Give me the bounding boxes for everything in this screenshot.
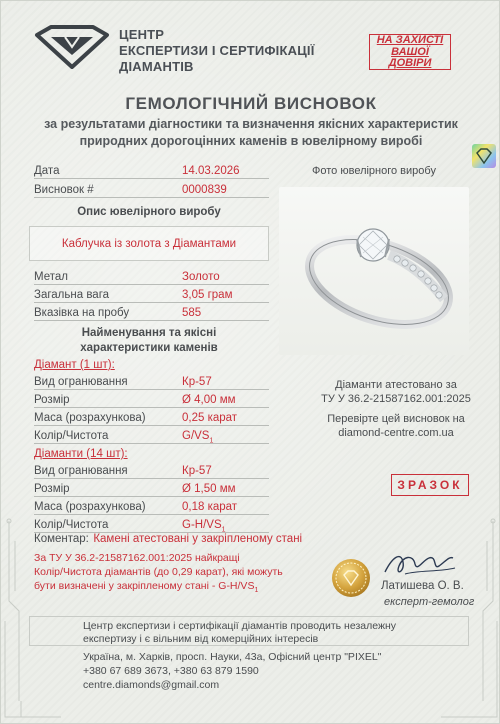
phones: +380 67 689 3673, +380 63 879 1590 <box>83 665 259 677</box>
g2-cut-label: Вид огранювання <box>34 465 128 477</box>
address: Україна, м. Харків, просп. Науки, 43а, Офісний центр "PIXEL" <box>83 651 382 663</box>
date-label: Дата <box>34 165 60 177</box>
note-line3-main: бути визначені у закріпленому стані - G-H/VS <box>34 580 255 592</box>
metal-label: Метал <box>34 271 68 283</box>
date-value: 14.03.2026 <box>182 165 240 177</box>
org-name-line1: ЦЕНТР <box>119 27 165 42</box>
trust-stamp <box>369 34 451 70</box>
stamp-line2: ВАШОЇ <box>391 45 429 58</box>
ring-image-icon <box>279 187 469 355</box>
g2-color-sub: 1 <box>221 526 226 534</box>
subtitle-line2: природних дорогоцінних каменів в ювелірному виробі <box>79 134 423 148</box>
email[interactable]: centre.diamonds@gmail.com <box>83 679 220 691</box>
attest-line2: ТУ У 36.2-21587162.001:2025 <box>321 393 471 405</box>
g1-color-main: G/VS <box>182 430 210 442</box>
gold-seal-icon <box>331 558 371 598</box>
number-label: Висновок # <box>34 184 94 196</box>
subtitle-line1: за результатами діагностики та визначення якісних характеристик <box>44 117 458 131</box>
org-name-line2: ЕКСПЕРТИЗИ І СЕРТИФІКАЦІЇ <box>119 43 315 58</box>
stone-group1-title: Діамант (1 шт): <box>34 359 115 371</box>
g2-size-value: Ø 1,50 мм <box>182 483 236 495</box>
g1-mass-value: 0,25 карат <box>182 412 238 424</box>
g2-size-label: Розмір <box>34 483 70 495</box>
comment-label: Коментар: <box>34 533 89 545</box>
comment-row <box>34 529 302 547</box>
diamond-logo-icon <box>31 25 113 69</box>
number-value: 0000839 <box>182 184 227 196</box>
check-line1: Перевірте цей висновок на <box>327 413 465 425</box>
description-heading: Опис ювелірного виробу <box>77 206 221 218</box>
attest-line1: Діаманти атестовано за <box>335 379 457 391</box>
note-line1: За ТУ У 36.2-21587162.001:2025 найкращі <box>34 552 240 564</box>
note-line2: Колір/Чистота діамантів (до 0,29 карат), які можуть <box>34 566 283 578</box>
note-line3 <box>34 580 258 594</box>
page-title: ГЕМОЛОГІЧНИЙ ВИСНОВОК <box>125 94 377 113</box>
g1-size-label: Розмір <box>34 394 70 406</box>
disclaimer-line1: Центр експертизи і сертифікації діамантів проводить незалежну <box>83 620 397 632</box>
metal-value: Золото <box>182 271 220 283</box>
stones-heading-line1: Найменування та якісні <box>81 327 217 339</box>
expert-name: Латишева О. В. <box>381 580 464 592</box>
g2-cut-value: Кр-57 <box>182 465 212 477</box>
g1-color-label: Колір/Чистота <box>34 430 109 442</box>
weight-label: Загальна вага <box>34 289 110 301</box>
g1-mass-label: Маса (розрахункова) <box>34 412 146 424</box>
g2-mass-label: Маса (розрахункова) <box>34 501 146 513</box>
g1-color-value <box>182 430 213 444</box>
note-line3-sub: 1 <box>254 587 259 595</box>
g2-mass-value: 0,18 карат <box>182 501 238 513</box>
disclaimer-line2: експертизу і є вільним від комерційних інтересів <box>83 633 319 645</box>
sample-stamp: ЗРАЗОК <box>391 474 469 496</box>
signature-icon <box>379 546 459 584</box>
g2-color-main: G-H/VS <box>182 519 222 531</box>
jewelry-photo <box>279 187 469 355</box>
verify-link[interactable]: diamond-centre.com.ua <box>338 427 454 439</box>
hallmark-label: Вказівка на пробу <box>34 307 130 319</box>
g1-color-sub: 1 <box>209 437 214 445</box>
hallmark-value: 585 <box>182 307 202 319</box>
photo-heading: Фото ювелірного виробу <box>312 165 436 177</box>
stone-group2-title: Діаманти (14 шт): <box>34 448 128 460</box>
stamp-line3: ДОВІРИ <box>388 57 432 69</box>
org-name-line3: ДІАМАНТІВ <box>119 59 194 74</box>
description-box <box>29 226 269 261</box>
stamp-line1: НА ЗАХИСТІ <box>376 34 444 46</box>
stones-heading-line2: характеристики каменів <box>80 342 218 354</box>
comment-text: Камені атестовані у закріпленому стані <box>93 533 303 545</box>
g1-size-value: Ø 4,00 мм <box>182 394 236 406</box>
g1-cut-value: Кр-57 <box>182 376 212 388</box>
metal-row <box>34 271 269 285</box>
hologram-icon <box>471 143 497 169</box>
expert-role: експерт-гемолог <box>384 596 475 608</box>
description-text: Каблучка із золота з Діамантами <box>61 237 237 250</box>
g2-color-label: Колір/Чистота <box>34 519 109 531</box>
weight-value: 3,05 грам <box>182 289 233 301</box>
g1-cut-label: Вид огранювання <box>34 376 128 388</box>
